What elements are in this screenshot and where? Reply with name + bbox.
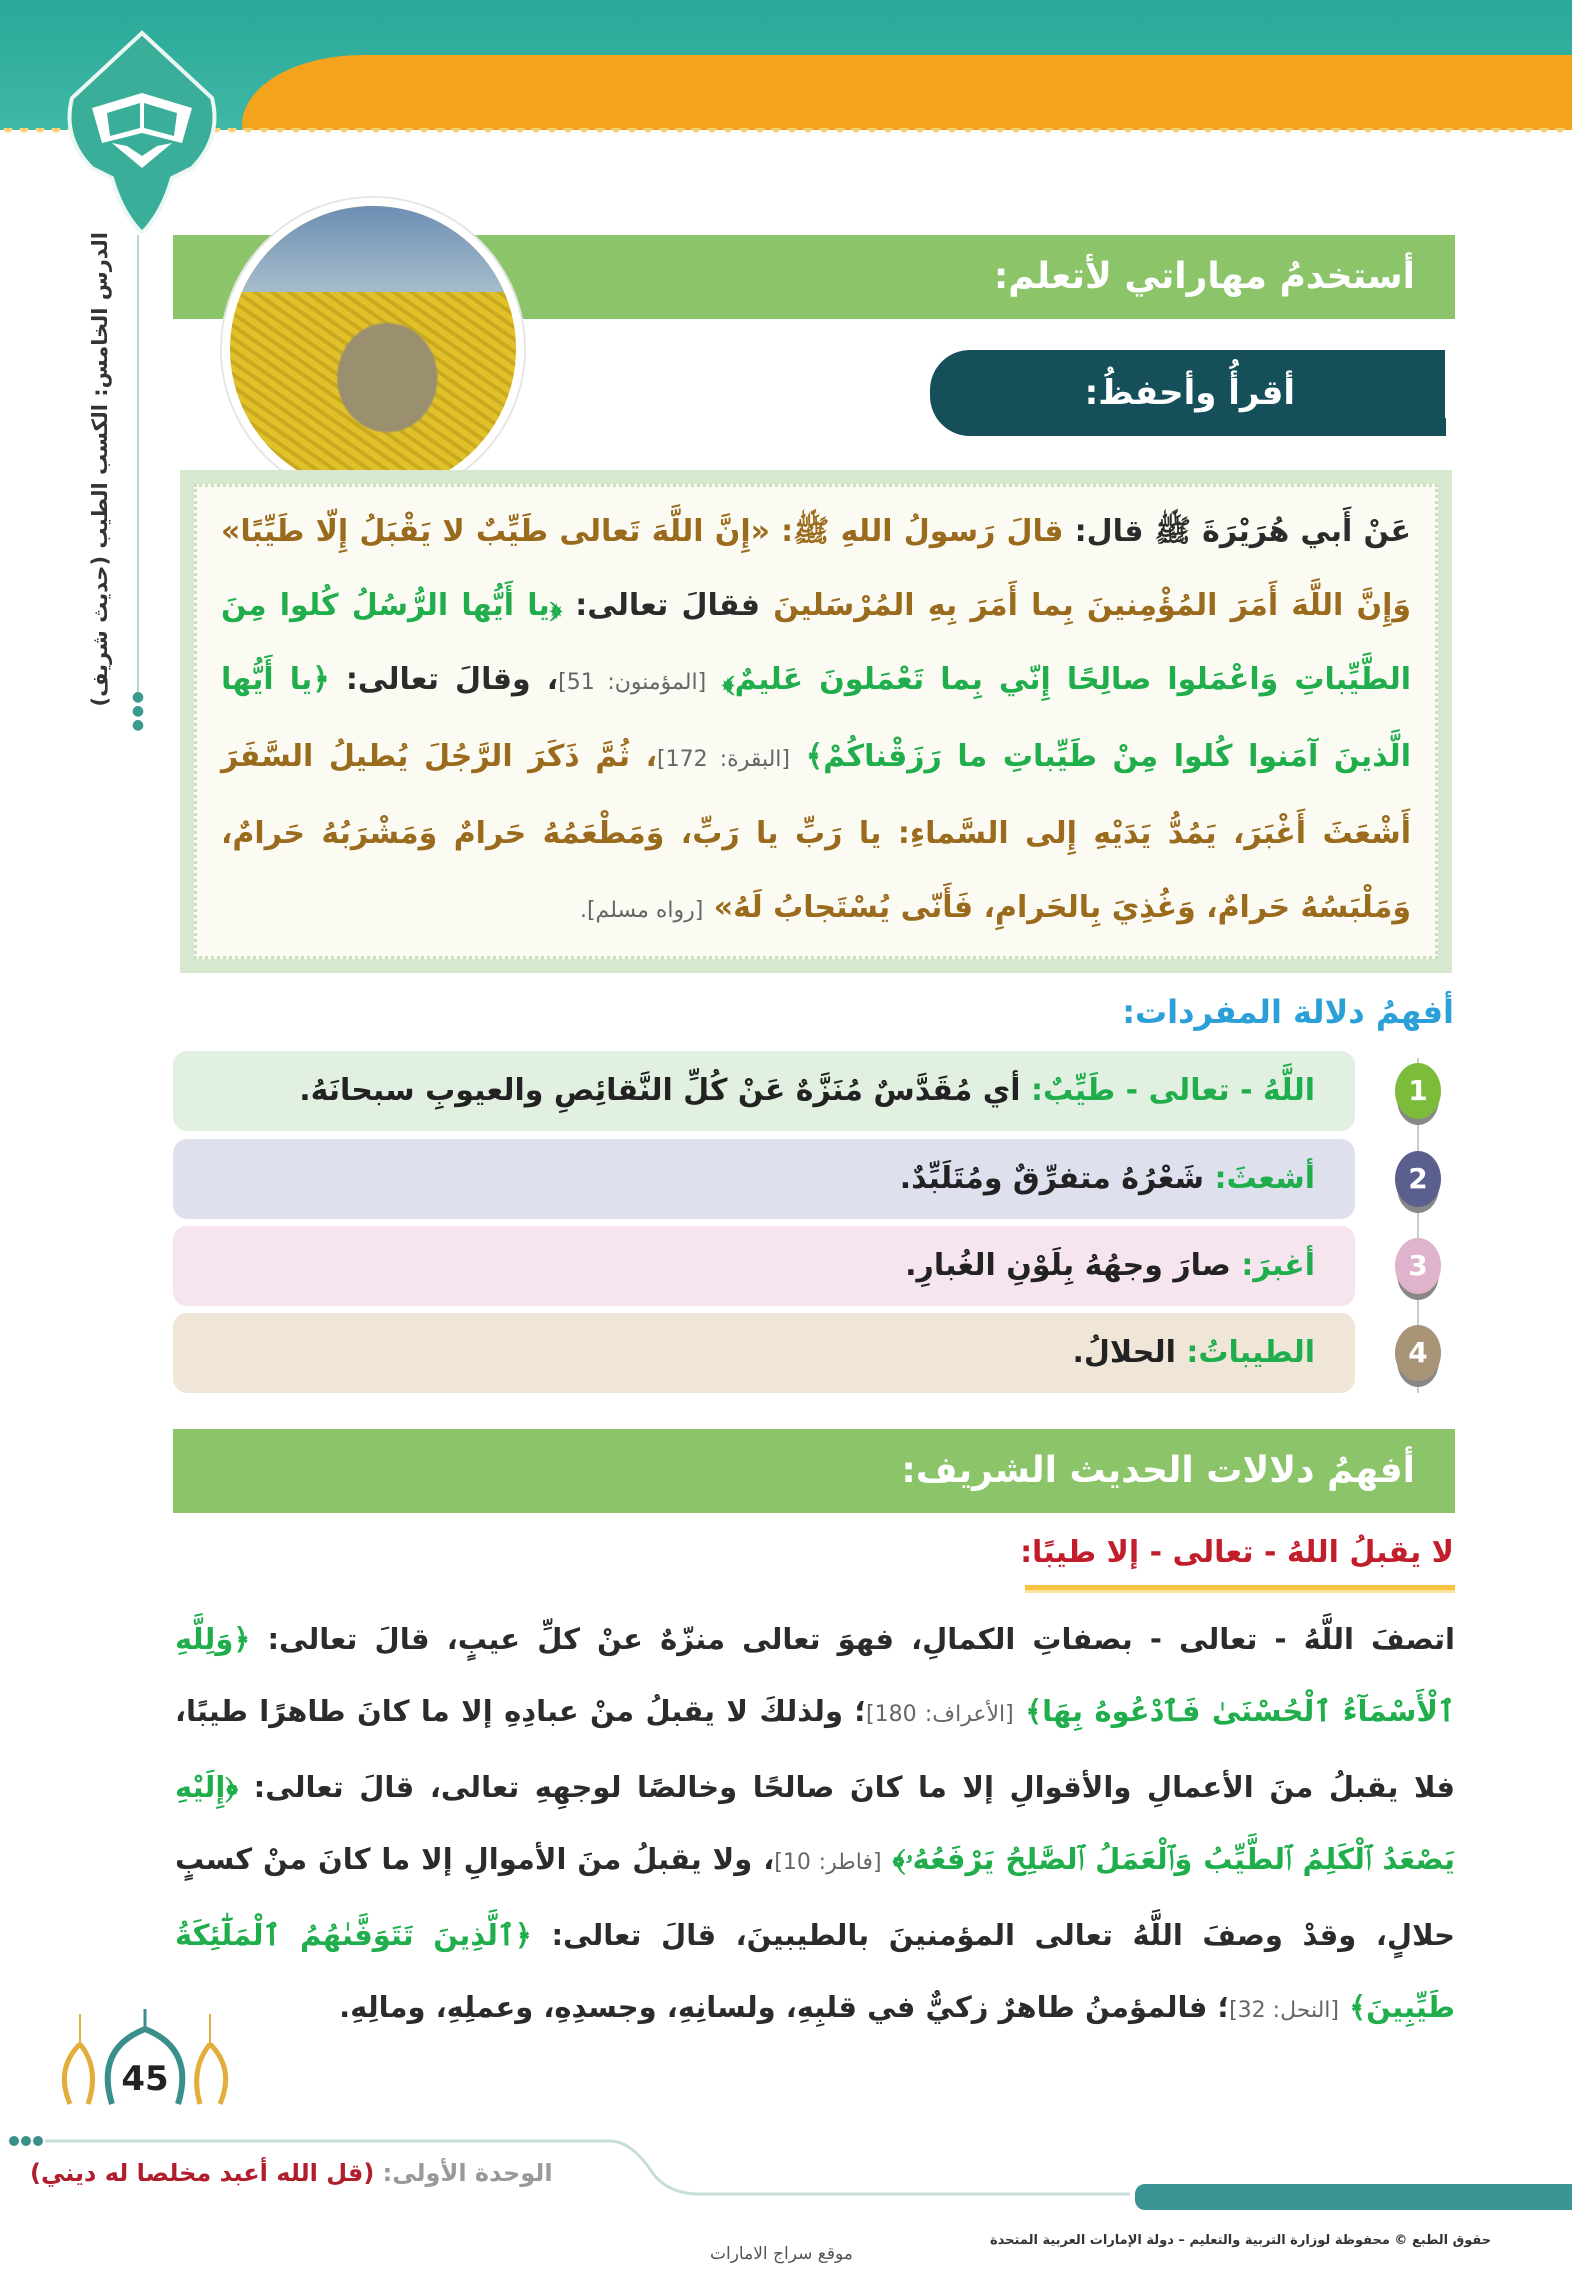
vocab-number-badge: 1: [1395, 1063, 1441, 1119]
text-segment: ، وقالَ تعالى:: [329, 662, 559, 697]
vocab-term: أشعثَ:: [1214, 1161, 1315, 1196]
subheading: لا يقبلُ اللهُ - تعالى - إلا طيبًا:: [1020, 1535, 1454, 1570]
text-segment: ، ولا يقبلُ منَ الأموالِ إلا ما كانَ منْ كسبٍ حلالٍ، وقدْ وصفَ اللَّهُ تعالى المؤمنينَ بالطيبينَ، قالَ تعالى:: [175, 1842, 1455, 1952]
quran-verse: ﴿وَلِلَّهِ ٱلْأَسْمَآءُ ٱلْحُسْنَىٰ فَٱدْعُوهُ بِهَا﴾: [175, 1622, 1455, 1728]
site-watermark-text: موقع سراج الامارات: [710, 2244, 853, 2264]
citation: [البقرة: 172]: [657, 747, 790, 772]
subheading-underline: [1025, 1585, 1455, 1593]
page-number: 45: [121, 2059, 169, 2099]
footer-teal-bar: [1135, 2184, 1572, 2210]
vocab-item: [173, 1313, 1355, 1393]
quran-verse: ﴿يا أَيُّها الَّذينَ آمَنوا كُلوا مِنْ طَيِّباتِ ما رَزَقْناكُمْ﴾: [221, 662, 1411, 774]
text-segment: ؛ ولذلكَ لا يقبلُ منْ عبادِهِ إلا ما كانَ طاهرًا طيبًا، فلا يقبلُ منَ الأعمالِ والأقوالِ إلا ما كانَ صالحًا وخالصًا لوجهِهِ تعالى، قالَ تعالى:: [175, 1694, 1455, 1804]
vocab-definition: صارَ وجهُهُ بِلَوْنِ الغُبارِ.: [905, 1248, 1242, 1283]
vocab-number-badge: 2: [1395, 1151, 1441, 1207]
citation: [رواه مسلم].: [579, 898, 704, 923]
quran-verse: ﴿ٱلَّذِينَ تَتَوَفَّىٰهُمُ ٱلْمَلَٰٓئِكَةُ طَيِّبِينَ﴾: [175, 1918, 1455, 2024]
text-segment: قالَ رَسولُ اللهِ ﷺ: «إِنَّ اللَّهَ تَعالى طَيِّبٌ لا يَقْبَلُ إِلّا طَيِّبًا» وَإِنَّ اللَّهَ أَمَرَ المُؤْمِنينَ بِما أَمَرَ بِهِ المُرْسَلينَ: [221, 514, 1412, 623]
unit-name: (قل الله أعبد مخلصا له ديني): [30, 2159, 375, 2187]
unit-label: الوحدة الأولى:: [374, 2159, 553, 2187]
vocab-item: [173, 1139, 1355, 1219]
copyright-text: حقوق الطبع © محفوظة لوزارة التربية والتعليم – دولة الإمارات العربية المتحدة: [990, 2233, 1492, 2248]
vocab-heading: أفهمُ دلالة المفردات:: [1122, 993, 1454, 1031]
citation: [النحل: 32]: [1229, 1998, 1339, 2023]
vocab-number-badge: 3: [1395, 1238, 1441, 1294]
footer-unit-title: [30, 2159, 553, 2187]
vocab-item: [173, 1051, 1355, 1131]
vocab-term: أغبرَ:: [1241, 1248, 1315, 1283]
header-orange-wave: [242, 55, 1572, 130]
text-segment: فقالَ تعالى:: [562, 588, 761, 623]
text-segment: ، ثُمَّ ذَكَرَ الرَّجُلَ يُطيلُ السَّفَرَ أَشْعَثَ أَغْبَرَ، يَمُدُّ يَدَيْهِ إِلى السَّماءِ: يا رَبِّ يا رَبِّ، وَمَطْعَمُهُ حَرامٌ وَمَشْرَبُهُ حَرامٌ، وَمَلْبَسُهُ حَرامٌ، وَغُذِيَ بِالحَرامِ، فَأَنّى يُسْتَجابُ لَهُ»: [221, 739, 1411, 925]
citation: [المؤمنون: 51]: [558, 670, 707, 695]
side-divider-line: [137, 235, 139, 695]
section-banner-skills: أستخدمُ مهاراتي لأتعلم:: [173, 235, 1455, 319]
lesson-side-title: الدرس الخامس: الكسب الطيب (حديث شريف): [88, 232, 112, 707]
fish-net-photo: [222, 198, 524, 500]
side-dots-ornament: ● ● ●: [131, 689, 145, 733]
vocab-definition: أي مُقَدَّسٌ مُنَزَّهٌ عَنْ كُلِّ النَّقائِصِ والعيوبِ سبحانَهُ.: [299, 1073, 1031, 1108]
quran-verse: ﴿يا أَيُّها الرُّسُلُ كُلوا مِنَ الطَّيِّباتِ وَاعْمَلوا صالِحًا إِنّي بِما تَعْمَلونَ عَليمٌ﴾: [221, 588, 1412, 697]
vocab-number-badge: 4: [1395, 1325, 1441, 1381]
citation: [فاطر: 10]: [774, 1850, 882, 1875]
text-segment: ﷺ قال:: [1063, 514, 1191, 549]
text-segment: ؛ فالمؤمنُ طاهرٌ زكيٌّ في قلبِهِ، ولسانِهِ، وجسدِهِ، وعملِهِ، ومالِهِ.: [339, 1990, 1230, 2024]
vocab-term: الطيباتُ:: [1186, 1335, 1315, 1370]
text-segment: اتصفَ اللَّهُ - تعالى - بصفاتِ الكمالِ، فهوَ تعالى منزّهٌ عنْ كلِّ عيبٍ، قالَ تعالى:: [250, 1622, 1455, 1656]
quran-verse: ﴿إِلَيْهِ يَصْعَدُ ٱلْكَلِمُ ٱلطَّيِّبُ وَٱلْعَمَلُ ٱلصَّٰلِحُ يَرْفَعُهُۥ﴾: [175, 1770, 1455, 1876]
citation: [الأعراف: 180]: [865, 1702, 1014, 1727]
vocab-term: اللَّهُ - تعالى - طَيِّبٌ:: [1030, 1073, 1315, 1108]
vocab-item: [173, 1226, 1355, 1306]
hadith-box: [180, 470, 1452, 973]
quran-book-emblem-icon: [62, 28, 222, 233]
read-memorize-tab: أقرأُ وأحفظُ:: [930, 350, 1445, 436]
header-scallop-border: [0, 128, 1572, 138]
hadith-text: [194, 484, 1438, 959]
vocab-definition: شَعْرُهُ متفرِّقٌ ومُتَلَبِّدٌ.: [899, 1161, 1215, 1196]
text-segment: عَنْ أَبي هُرَيْرَةَ: [1190, 514, 1411, 549]
section-banner-hadith-meanings: أفهمُ دلالات الحديث الشريف:: [173, 1429, 1455, 1513]
explanation-paragraph: [175, 1603, 1455, 2047]
vocab-definition: الحلالُ.: [1072, 1335, 1187, 1370]
